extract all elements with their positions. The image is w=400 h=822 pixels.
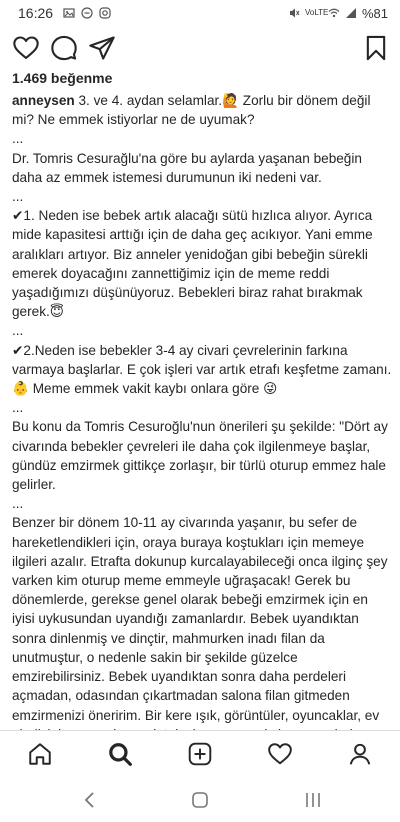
instagram-notification-icon: [99, 7, 111, 19]
activity-heart-icon[interactable]: [267, 741, 293, 767]
battery-level: %81: [361, 5, 388, 21]
recent-apps-icon[interactable]: [303, 790, 323, 810]
post-action-bar: [0, 34, 400, 64]
back-chevron-icon[interactable]: [80, 790, 100, 810]
search-icon[interactable]: [107, 741, 133, 767]
profile-icon[interactable]: [347, 741, 373, 767]
like-count[interactable]: 1.469 beğenme: [12, 70, 113, 86]
caption-line: 3. ve 4. aydan selamlar.🙋 Zorlu bir dönem değil mi? Ne emmek istiyorlar ne de uyumak?: [12, 93, 375, 128]
home-icon[interactable]: [27, 741, 53, 767]
comment-icon[interactable]: [50, 34, 78, 62]
username[interactable]: anneysen: [12, 93, 75, 108]
signal-icon: [345, 7, 357, 19]
image-notification-icon: [63, 7, 75, 19]
bookmark-icon[interactable]: [362, 34, 390, 62]
caption-first-line: [12, 91, 394, 129]
status-right: [288, 6, 388, 21]
network-type: VoLTE: [304, 8, 329, 17]
status-bar: [0, 0, 400, 26]
caption-line: Benzer bir dönem 10-11 ay civarında yaşanır, bu sefer de hareketlendikleri için, oraya buraya koştukları için memeye ilgileri azalır. Etrafta dokunup kurcalayabileceği onca ilginç şey varken kim oturup meme emmeyle uğraşacak! Gerek bu dönemlerde, gerekse genel olarak bebeği emzirmek için en iyisi uykusundan uyandığı zamanlardır. Bebek uyandıktan sonra dinlenmiş ve dinçtir, mahmurken inadı filan da unutmuştur, o nedenle sakin bir şekilde güzelce emzirebilirsiniz. Bebek uyandıktan sonra daha perdeleri açmadan, odasından çıkartmadan salona filan gitmeden emzirmenizi öneririm. Bir kere ışık, görüntüler, oyuncaklar, ev: [12, 515, 388, 723]
wifi-icon: [328, 7, 340, 19]
status-notification-icons: [63, 7, 111, 19]
caption-line: ✔2.Neden ise bebekler 3-4 ay civari çevrelerinin farkına varmaya başlarlar. E çok işleri var artık etrafı keşfetme zamanı.👶 Meme emmek vakit kaybı onlara göre 😜: [12, 342, 392, 397]
system-nav-bar: [0, 776, 400, 822]
caption-line: ...: [12, 189, 24, 205]
bottom-nav: [0, 730, 400, 776]
message-notification-icon: [81, 7, 93, 19]
home-button-icon[interactable]: [190, 790, 210, 810]
mute-icon: [288, 7, 300, 19]
caption-line: ...: [12, 323, 24, 339]
caption-line: ...: [12, 496, 24, 512]
new-post-icon[interactable]: [187, 741, 213, 767]
caption-line: ...: [12, 131, 24, 147]
share-icon[interactable]: [88, 34, 116, 62]
caption-line: Bu konu da Tomris Cesuroğlu'nun önerileri şu şekilde: "Dört ay civarında bebekler çevreleri ile daha çok ilgilenmeye başlar, gündüz emzirmek gittikçe zorlaşır, bir türlü oturup emmez hale gelirler.: [12, 419, 392, 493]
post-caption: [12, 91, 394, 782]
heart-icon[interactable]: [12, 34, 40, 62]
caption-line: Dr. Tomris Cesurağlu'na göre bu aylarda yaşanan bebeğin daha az emmek istemesi durumunun iki nedeni var.: [12, 150, 366, 185]
status-time: 16:26: [18, 5, 54, 21]
caption-line: ...: [12, 400, 24, 416]
caption-line: ✔1. Neden ise bebek artık alacağı sütü hızlıca alıyor. Ayrıca mide kapasitesi arttığı için de daha geç acıkıyor. Yani emme aralıkları artıyor. Biz anneler yenidoğan gibi bebeğin sürekli emerek doyacağını zannettiğimiz için de meme reddi yaşadığımızı düşünüyoruz. Bebekleri biraz rahat bırakmak gerek.😇: [12, 208, 377, 320]
